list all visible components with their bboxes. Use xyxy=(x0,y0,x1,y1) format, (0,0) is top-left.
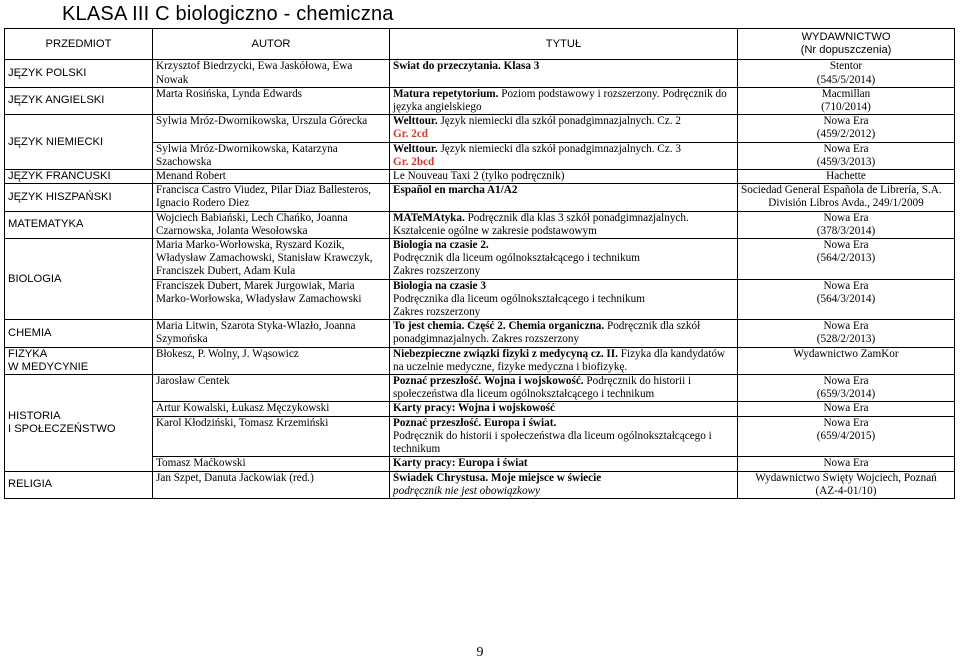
title-cell xyxy=(390,471,738,498)
book-subtitle: Język niemiecki dla szkół ponadgimnazjalnych. Cz. 2 xyxy=(437,115,681,128)
title-cell xyxy=(390,87,738,114)
book-note: podręcznik nie jest obowiązkowy xyxy=(393,484,540,497)
header-publisher-sub: (Nr dopuszczenia) xyxy=(800,44,892,57)
publisher-cell xyxy=(738,142,955,169)
subject-cell: JĘZYK ANGIELSKI xyxy=(5,87,153,114)
table-row-polski xyxy=(5,60,955,87)
publisher-cell xyxy=(738,60,955,87)
publisher-name: Wydawnictwo Święty Wojciech, Poznań xyxy=(755,471,937,484)
publisher-cell xyxy=(738,87,955,114)
page-title: KLASA III C biologiczno - chemiczna xyxy=(62,3,394,25)
book-title: Karty pracy: Europa i świat xyxy=(393,457,528,470)
title-cell xyxy=(390,320,738,347)
book-subtitle: Poziom podstawowy i rozszerzony. Podręcznik do języka angielskiego xyxy=(393,87,727,114)
title-cell xyxy=(390,416,738,457)
subject-cell: BIOLOGIA xyxy=(5,239,153,320)
publisher-name: Nowa Era xyxy=(823,239,869,252)
header-row xyxy=(5,29,955,60)
approval-number: (459/3/2013) xyxy=(816,155,876,168)
book-title: Świadek Chrystusa. Moje miejsce w świecie xyxy=(393,471,602,484)
approval-number: (545/5/2014) xyxy=(816,73,876,86)
publisher-name: Stentor xyxy=(829,60,863,73)
subject-cell: MATEMATYKA xyxy=(5,211,153,238)
publisher-name: Nowa Era xyxy=(823,375,869,388)
book-title: Welttour. xyxy=(393,115,438,128)
publisher-cell xyxy=(738,416,955,457)
title-cell xyxy=(390,184,738,211)
approval-number: (564/3/2014) xyxy=(816,292,876,305)
header-publisher xyxy=(738,29,955,60)
publisher-cell: Nowa Era xyxy=(738,457,955,471)
publisher-cell: Wydawnictwo ZamKor xyxy=(738,347,955,374)
publisher-name: Nowa Era xyxy=(823,115,869,128)
table-row-biologia-a xyxy=(5,239,955,280)
approval-number: (AZ-4-01/10) xyxy=(815,484,877,497)
publisher-name: Nowa Era xyxy=(823,416,869,429)
publisher-cell xyxy=(738,279,955,320)
author-cell: Franciszek Dubert, Marek Jurgowiak, Maria Marko-Worłowska, Władysław Zamachowski xyxy=(153,279,390,320)
book-title: Biologia na czasie 3 xyxy=(393,279,486,292)
subject-line-2: W MEDYCYNIE xyxy=(8,360,89,373)
title-cell xyxy=(390,115,738,142)
publisher-name: Nowa Era xyxy=(823,142,869,155)
author-cell: Jan Szpet, Danuta Jackowiak (red.) xyxy=(153,471,390,498)
table-row-francuski xyxy=(5,170,955,184)
book-scope: Zakres rozszerzony xyxy=(393,265,481,278)
book-subtitle: Podręcznik do historii i społeczeństwa dla liceum ogólnokształcącego i technikum xyxy=(393,429,712,456)
author-cell: Francisca Castro Viudez, Pilar Diaz Ballesteros, Ignacio Rodero Diez xyxy=(153,184,390,211)
publisher-name: Nowa Era xyxy=(823,279,869,292)
book-scope: Zakres rozszerzony xyxy=(393,306,481,319)
book-title: To jest chemia. Część 2. Chemia organiczna. xyxy=(393,320,605,333)
table-row-hiszpanski xyxy=(5,184,955,211)
book-subtitle: Podręcznik dla liceum ogólnokształcącego i technikum xyxy=(393,252,640,265)
subject-line-1: HISTORIA xyxy=(8,409,61,422)
author-cell: Wojciech Babiański, Lech Chańko, Joanna Czarnowska, Jolanta Wesołowska xyxy=(153,211,390,238)
subject-cell: JĘZYK FRANCUSKI xyxy=(5,170,153,184)
book-title: Español en marcha A1/A2 xyxy=(393,184,518,197)
group-label: Gr. 2bcd xyxy=(393,155,435,168)
approval-number: (378/3/2014) xyxy=(816,224,876,237)
book-subtitle: Podręcznik do historii i społeczeństwa dla liceum ogólnokształcącego i technikum xyxy=(393,375,692,401)
book-title: Świat do przeczytania. Klasa 3 xyxy=(393,60,540,73)
title-cell xyxy=(390,402,738,416)
title-cell: Le Nouveau Taxi 2 (tylko podręcznik) xyxy=(390,170,738,184)
book-title: Niebezpieczne związki fizyki z medycyną cz. II. xyxy=(393,347,618,360)
author-cell: Błokesz, P. Wolny, J. Wąsowicz xyxy=(153,347,390,374)
title-cell xyxy=(390,211,738,238)
book-subtitle: Podręcznika dla liceum ogólnokształcącego i technikum xyxy=(393,292,645,305)
header-publisher-label: WYDAWNICTWO xyxy=(801,31,891,43)
title-cell xyxy=(390,142,738,169)
title-cell xyxy=(390,457,738,471)
publisher-name: Sociedad General Española de Librería, S.A. xyxy=(741,184,942,197)
book-subtitle: Podręcznik dla klas 3 szkół ponadgimnazjalnych. Kształcenie ogólne w zakresie podstawowym xyxy=(393,211,689,237)
subject-cell: JĘZYK POLSKI xyxy=(5,60,153,87)
author-cell: Sylwia Mróz-Dwornikowska, Urszula Górecka xyxy=(153,115,390,142)
publisher-cell xyxy=(738,471,955,498)
author-cell: Jarosław Centek xyxy=(153,375,390,402)
author-cell: Marta Rosińska, Lynda Edwards xyxy=(153,87,390,114)
subject-cell: JĘZYK HISZPAŃSKI xyxy=(5,184,153,211)
author-cell: Krzysztof Biedrzycki, Ewa Jaskółowa, Ewa Nowak xyxy=(153,60,390,87)
book-title: Matura repetytorium. xyxy=(393,87,499,100)
subject-line-2: I SPOŁECZEŃSTWO xyxy=(8,422,116,435)
table-row-fizyka xyxy=(5,347,955,374)
title-cell xyxy=(390,375,738,402)
publisher-name: Nowa Era xyxy=(823,320,869,333)
subject-line-1: FIZYKA xyxy=(8,347,48,360)
approval-number: (564/2/2013) xyxy=(816,252,876,265)
booklist-table xyxy=(4,28,955,499)
author-cell: Tomasz Maćkowski xyxy=(153,457,390,471)
book-subtitle: Podręcznik dla szkół ponadgimnazjalnych. Zakres rozszerzony xyxy=(393,320,701,346)
publisher-name: Macmillan xyxy=(821,87,871,100)
author-cell: Karol Kłodziński, Tomasz Krzemiński xyxy=(153,416,390,457)
approval-number: (710/2014) xyxy=(821,101,871,114)
approval-number: División Libros Avda., 249/1/2009 xyxy=(768,197,924,210)
book-title: Biologia na czasie 2. xyxy=(393,239,489,252)
publisher-cell xyxy=(738,115,955,142)
subject-cell: RELIGIA xyxy=(5,471,153,498)
table-row-chemia xyxy=(5,320,955,347)
table-row-religia xyxy=(5,471,955,498)
publisher-cell: Hachette xyxy=(738,170,955,184)
table-row-angielski xyxy=(5,87,955,114)
subject-cell xyxy=(5,347,153,374)
title-cell xyxy=(390,347,738,374)
author-cell: Maria Marko-Worłowska, Ryszard Kozik, Władysław Zamachowski, Stanisław Krawczyk, Franciszek Dubert, Adam Kula xyxy=(153,239,390,280)
table-row-niemiecki-a xyxy=(5,115,955,142)
subject-cell: CHEMIA xyxy=(5,320,153,347)
author-cell: Artur Kowalski, Łukasz Męczykowski xyxy=(153,402,390,416)
book-title: Welttour. xyxy=(393,142,438,155)
title-cell xyxy=(390,239,738,280)
author-cell: Menand Robert xyxy=(153,170,390,184)
approval-number: (528/2/2013) xyxy=(816,333,876,346)
page-number: 9 xyxy=(476,645,484,660)
approval-number: (659/3/2014) xyxy=(816,388,876,401)
author-cell: Maria Litwin, Szarota Styka-Wlazło, Joanna Szymońska xyxy=(153,320,390,347)
publisher-cell xyxy=(738,211,955,238)
table-row-historia-a xyxy=(5,375,955,402)
book-title: Poznać przeszłość. Europa i świat. xyxy=(393,416,557,429)
title-cell xyxy=(390,60,738,87)
title-cell xyxy=(390,279,738,320)
group-label: Gr. 2cd xyxy=(393,128,429,141)
subject-cell: JĘZYK NIEMIECKI xyxy=(5,115,153,170)
book-title: MATeMAtyka. xyxy=(393,211,465,224)
header-subject: PRZEDMIOT xyxy=(5,29,153,60)
author-cell: Sylwia Mróz-Dwornikowska, Katarzyna Szachowska xyxy=(153,142,390,169)
book-title: Poznać przeszłość. Wojna i wojskowość. xyxy=(393,375,584,388)
publisher-cell xyxy=(738,184,955,211)
approval-number: (459/2/2012) xyxy=(816,128,876,141)
header-author: AUTOR xyxy=(153,29,390,60)
table-row-matematyka xyxy=(5,211,955,238)
approval-number: (659/4/2015) xyxy=(816,429,876,442)
header-title: TYTUŁ xyxy=(390,29,738,60)
publisher-cell xyxy=(738,320,955,347)
publisher-cell: Nowa Era xyxy=(738,402,955,416)
subject-cell xyxy=(5,375,153,471)
publisher-cell xyxy=(738,239,955,280)
publisher-cell xyxy=(738,375,955,402)
book-title: Karty pracy: Wojna i wojskowość xyxy=(393,402,556,415)
book-subtitle: Język niemiecki dla szkół ponadgimnazjalnych. Cz. 3 xyxy=(437,142,681,155)
publisher-name: Nowa Era xyxy=(823,211,869,224)
book-subtitle: Fizyka dla kandydatów na uczelnie medyczne, fizyke medyczna i biofizykę. xyxy=(393,347,726,373)
